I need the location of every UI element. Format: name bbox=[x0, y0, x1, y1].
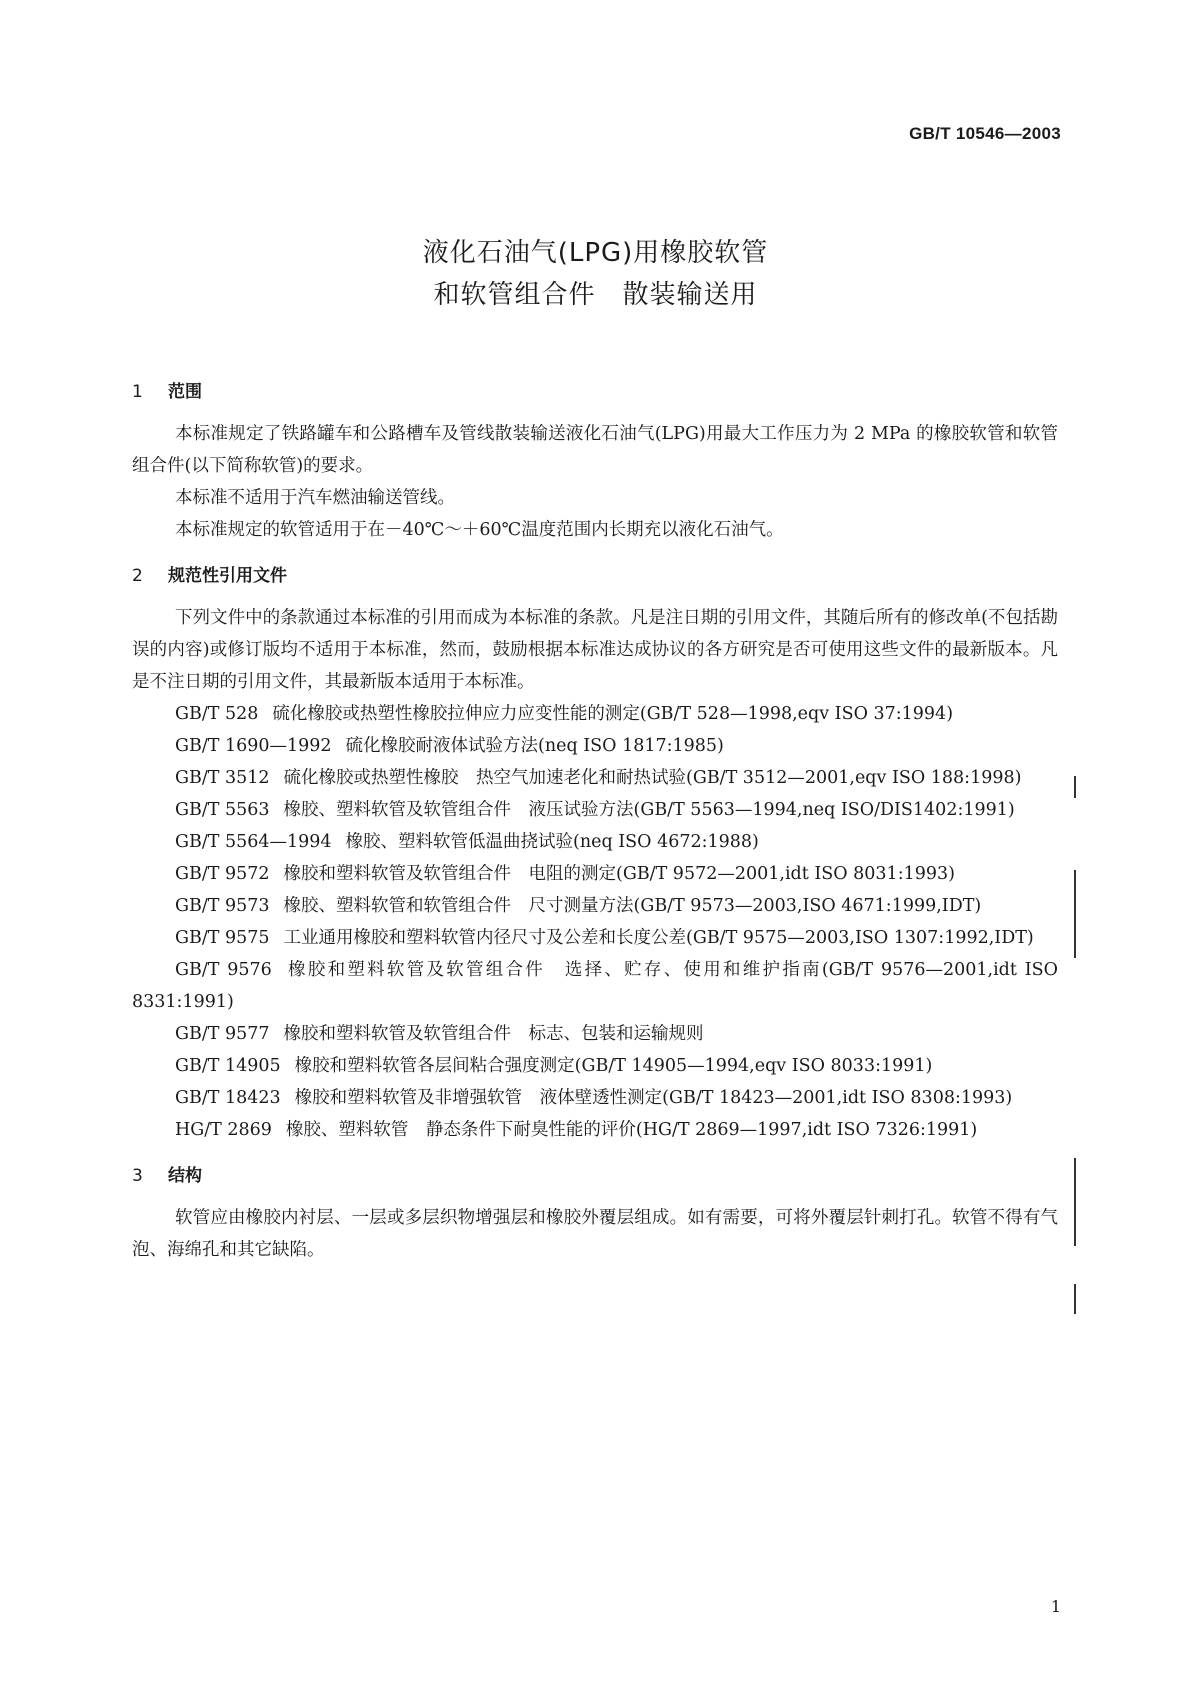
reference-title: 橡胶和塑料软管及软管组合件 选择、贮存、使用和维护指南(GB/T 9576—2001,idt ISO 8331:1991) bbox=[132, 960, 1058, 1012]
reference-code: GB/T 14905 bbox=[175, 1056, 281, 1076]
change-bar bbox=[1074, 1284, 1076, 1314]
reference-item bbox=[132, 826, 1058, 858]
reference-item bbox=[132, 794, 1058, 826]
title-line-2: 和软管组合件 散装输送用 bbox=[433, 280, 758, 310]
section-title: 结构 bbox=[168, 1166, 202, 1186]
reference-item bbox=[132, 730, 1058, 762]
paragraph: 本标准规定的软管适用于在－40℃～＋60℃温度范围内长期充以液化石油气。 bbox=[175, 520, 784, 540]
document-title bbox=[0, 232, 1191, 316]
reference-title: 橡胶、塑料软管 静态条件下耐臭性能的评价(HG/T 2869—1997,idt ISO 7326:1991) bbox=[285, 1120, 978, 1140]
section-title: 规范性引用文件 bbox=[168, 566, 287, 586]
reference-title: 橡胶和塑料软管及软管组合件 标志、包装和运输规则 bbox=[283, 1024, 704, 1044]
section-number: 1 bbox=[132, 382, 143, 402]
reference-item bbox=[132, 698, 1058, 730]
page-number: 1 bbox=[1050, 1597, 1061, 1616]
reference-item bbox=[132, 858, 1058, 890]
reference-code: HG/T 2869 bbox=[175, 1120, 272, 1140]
section-2-heading bbox=[132, 562, 1058, 590]
document-body bbox=[132, 378, 1058, 1266]
reference-code: GB/T 9575 bbox=[175, 928, 270, 948]
section-number: 3 bbox=[132, 1166, 143, 1186]
reference-code: GB/T 9577 bbox=[175, 1024, 270, 1044]
paragraph: 软管应由橡胶内衬层、一层或多层织物增强层和橡胶外覆层组成。如有需要，可将外覆层针刺打孔。软管不得有气泡、海绵孔和其它缺陷。 bbox=[132, 1208, 1058, 1260]
reference-code: GB/T 9573 bbox=[175, 896, 270, 916]
reference-item bbox=[132, 762, 1058, 794]
reference-code: GB/T 528 bbox=[175, 704, 259, 724]
paragraph: 本标准不适用于汽车燃油输送管线。 bbox=[175, 488, 455, 508]
reference-code: GB/T 9572 bbox=[175, 864, 270, 884]
reference-title: 橡胶和塑料软管及软管组合件 电阻的测定(GB/T 9572—2001,idt ISO 8031:1993) bbox=[283, 864, 955, 884]
reference-title: 硫化橡胶耐液体试验方法(neq ISO 1817:1985) bbox=[345, 736, 724, 756]
reference-title: 橡胶和塑料软管各层间粘合强度测定(GB/T 14905—1994,eqv ISO 8033:1991) bbox=[294, 1056, 933, 1076]
change-bar bbox=[1074, 776, 1076, 798]
reference-item bbox=[132, 1018, 1058, 1050]
reference-item bbox=[132, 922, 1058, 954]
change-bar bbox=[1074, 1158, 1076, 1246]
reference-item bbox=[132, 890, 1058, 922]
reference-item bbox=[132, 1082, 1058, 1114]
change-bar bbox=[1074, 870, 1076, 958]
reference-code: GB/T 18423 bbox=[175, 1088, 281, 1108]
section-title: 范围 bbox=[168, 382, 202, 402]
reference-title: 橡胶、塑料软管及软管组合件 液压试验方法(GB/T 5563—1994,neq ISO/DIS1402:1991) bbox=[283, 800, 1015, 820]
reference-code: GB/T 5563 bbox=[175, 800, 270, 820]
reference-title: 工业通用橡胶和塑料软管内径尺寸及公差和长度公差(GB/T 9575—2003,ISO 1307:1992,IDT) bbox=[283, 928, 1034, 948]
reference-item bbox=[132, 954, 1058, 1018]
section-number: 2 bbox=[132, 566, 143, 586]
paragraph: 下列文件中的条款通过本标准的引用而成为本标准的条款。凡是注日期的引用文件，其随后所有的修改单(不包括勘误的内容)或修订版均不适用于本标准，然而，鼓励根据本标准达成协议的各方研究是否可使用这些文件的最新版本。凡是不注日期的引用文件，其最新版本适用于本标准。 bbox=[132, 608, 1058, 692]
reference-title: 橡胶、塑料软管和软管组合件 尺寸测量方法(GB/T 9573—2003,ISO 4671:1999,IDT) bbox=[283, 896, 982, 916]
section-1-heading bbox=[132, 378, 1058, 406]
reference-code: GB/T 5564—1994 bbox=[175, 832, 332, 852]
reference-title: 橡胶和塑料软管及非增强软管 液体壁透性测定(GB/T 18423—2001,idt ISO 8308:1993) bbox=[294, 1088, 1013, 1108]
reference-title: 硫化橡胶或热塑性橡胶 热空气加速老化和耐热试验(GB/T 3512—2001,eqv ISO 188:1998) bbox=[283, 768, 1022, 788]
reference-item bbox=[132, 1114, 1058, 1146]
reference-title: 橡胶、塑料软管低温曲挠试验(neq ISO 4672:1988) bbox=[345, 832, 759, 852]
paragraph: 本标准规定了铁路罐车和公路槽车及管线散装输送液化石油气(LPG)用最大工作压力为 2 MPa 的橡胶软管和软管组合件(以下简称软管)的要求。 bbox=[132, 424, 1058, 476]
reference-title: 硫化橡胶或热塑性橡胶拉伸应力应变性能的测定(GB/T 528—1998,eqv ISO 37:1994) bbox=[272, 704, 954, 724]
standard-code: GB/T 10546—2003 bbox=[909, 124, 1061, 143]
reference-item bbox=[132, 1050, 1058, 1082]
reference-code: GB/T 9576 bbox=[175, 960, 272, 980]
section-3-heading bbox=[132, 1162, 1058, 1190]
reference-code: GB/T 1690—1992 bbox=[175, 736, 332, 756]
reference-code: GB/T 3512 bbox=[175, 768, 270, 788]
title-line-1: 液化石油气(LPG)用橡胶软管 bbox=[422, 238, 769, 268]
